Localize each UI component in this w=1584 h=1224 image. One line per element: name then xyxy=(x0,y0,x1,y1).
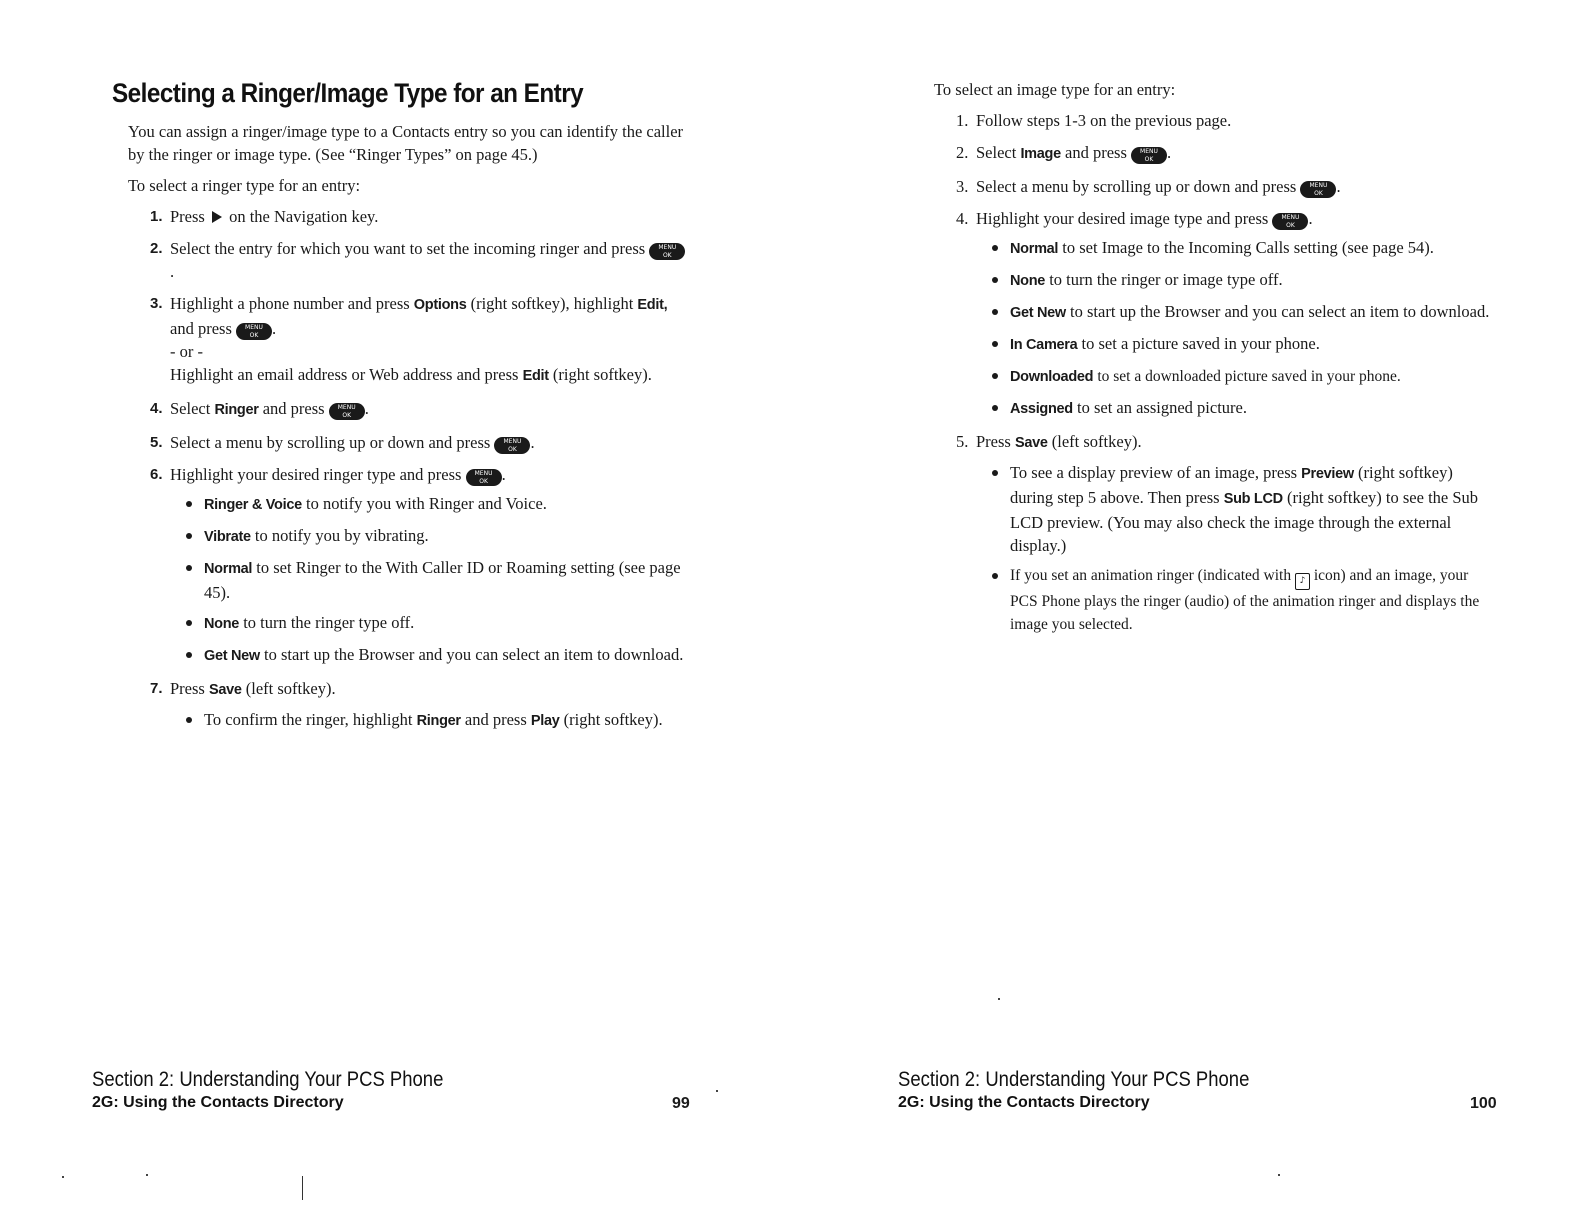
key-term: Downloaded xyxy=(1010,369,1094,385)
bullet-icon xyxy=(992,245,998,251)
key-term: Save xyxy=(1014,435,1048,451)
list-item-text: to notify you by vibrating. xyxy=(254,526,429,545)
list-item-text: to turn the ringer type off. xyxy=(243,613,415,632)
step-number: 7. xyxy=(150,680,163,697)
list-item-text: to notify you with Ringer and Voice. xyxy=(306,494,547,513)
step-text: Select a menu by scrolling up or down and press xyxy=(976,177,1297,196)
list-item-text: to turn the ringer or image type off. xyxy=(1049,270,1283,289)
page-footer xyxy=(898,1068,1297,1112)
step-number: 3. xyxy=(956,177,969,196)
list-item-text: to set a downloaded picture saved in your phone. xyxy=(1097,368,1401,385)
step-text: Highlight your desired ringer type and press xyxy=(170,465,462,484)
animation-ringer-icon: ♪ xyxy=(1295,573,1310,590)
list-item-text: to start up the Browser and you can select an item to download. xyxy=(1070,302,1490,321)
menu-ok-button-icon: MENU OK xyxy=(1272,213,1308,230)
key-term: Vibrate xyxy=(204,529,251,545)
bullet-icon xyxy=(992,309,998,315)
key-term: Ringer xyxy=(416,713,461,729)
list-item-text: (right softkey) during step 5 above. Then press xyxy=(1010,463,1453,507)
step-text: . xyxy=(530,433,535,452)
step-text: Press xyxy=(170,679,205,698)
list-item-text: to set an assigned picture. xyxy=(1077,398,1247,417)
step-item xyxy=(128,463,688,668)
step-text: . xyxy=(1166,143,1172,162)
bullet-icon xyxy=(186,652,192,658)
step-number: 6. xyxy=(150,466,163,483)
bullet-icon xyxy=(992,277,998,283)
step-number: 4. xyxy=(150,400,163,417)
step-item xyxy=(934,141,1494,166)
key-term: Save xyxy=(208,682,242,698)
key-term: Ringer xyxy=(214,402,259,418)
step-text: Select xyxy=(976,143,1017,162)
step-text: . xyxy=(1308,209,1313,228)
bullet-icon xyxy=(186,620,192,626)
scan-speck xyxy=(998,998,1000,1000)
footer-section-title: Section 2: Understanding Your PCS Phone xyxy=(898,1068,1250,1091)
image-lead: To select an image type for an entry: xyxy=(934,80,1176,99)
step-text: . xyxy=(1336,177,1341,196)
list-item xyxy=(976,461,1494,557)
step-item xyxy=(934,430,1494,636)
key-term: Assigned xyxy=(1010,401,1073,417)
step-text: Press xyxy=(976,432,1011,451)
list-item xyxy=(976,332,1494,357)
key-term: Options xyxy=(413,297,467,313)
list-item-text: to set a picture saved in your phone. xyxy=(1081,334,1320,353)
list-item xyxy=(170,611,688,636)
menu-ok-button-icon: MENU OK xyxy=(236,323,272,340)
bullet-icon xyxy=(992,341,998,347)
page-footer xyxy=(92,1068,491,1112)
step-text: . xyxy=(501,465,506,484)
bullet-icon xyxy=(992,373,998,379)
key-term: Normal xyxy=(1010,241,1059,257)
ringer-type-list xyxy=(170,492,688,668)
or-separator: - or - xyxy=(170,342,203,361)
step-text: Follow steps 1-3 on the previous page. xyxy=(976,111,1232,130)
list-item xyxy=(170,643,688,668)
step-item xyxy=(128,677,688,733)
menu-ok-button-icon: MENU OK xyxy=(466,469,502,486)
list-item xyxy=(976,364,1494,389)
bullet-icon xyxy=(186,533,192,539)
confirm-list xyxy=(170,708,688,733)
key-term: Normal xyxy=(204,561,253,577)
list-item-text: To confirm the ringer, highlight xyxy=(204,710,413,729)
step-number: 5. xyxy=(150,434,163,451)
step-text: on the Navigation key. xyxy=(229,207,379,226)
step-item xyxy=(128,237,688,283)
right-page xyxy=(792,0,1584,1224)
step-item xyxy=(128,431,688,454)
step-item xyxy=(128,292,688,388)
step-item xyxy=(934,175,1494,198)
image-type-list xyxy=(976,236,1494,421)
page-number: 100 xyxy=(1470,1095,1497,1112)
left-body xyxy=(128,120,688,742)
list-item-text: To see a display preview of an image, press xyxy=(1010,463,1298,482)
list-item-text: and press xyxy=(464,710,527,729)
menu-ok-button-icon: MENU OK xyxy=(329,403,365,420)
list-item-text: (right softkey) to see the Sub LCD preview. (You may also check the image through the external display.) xyxy=(1010,488,1479,555)
step-number: 1. xyxy=(150,208,163,225)
key-term: Edit, xyxy=(637,297,668,313)
key-term: Edit xyxy=(522,368,549,384)
step-text: and press xyxy=(170,319,232,338)
list-item xyxy=(170,708,688,733)
key-term: None xyxy=(1010,273,1046,289)
step-text: and press xyxy=(262,399,325,418)
scan-speck xyxy=(1278,1174,1280,1176)
key-term: Ringer & Voice xyxy=(204,497,302,513)
bullet-icon xyxy=(992,405,998,411)
list-item xyxy=(170,492,688,517)
list-item xyxy=(976,564,1494,636)
step-text: Press xyxy=(170,207,205,226)
step-item xyxy=(128,397,688,422)
key-term: Get New xyxy=(204,648,260,664)
bullet-icon xyxy=(186,565,192,571)
step-text: (right softkey). xyxy=(552,365,652,384)
step-text: . xyxy=(364,399,369,418)
menu-ok-button-icon: MENU OK xyxy=(494,437,530,454)
key-term: Get New xyxy=(1010,305,1066,321)
step-number: 5. xyxy=(956,432,969,451)
list-item xyxy=(170,524,688,549)
key-term: Image xyxy=(1020,146,1061,162)
list-item-text: (right softkey). xyxy=(563,710,663,729)
step-number: 3. xyxy=(150,295,163,312)
right-body xyxy=(934,78,1494,645)
step-number: 2. xyxy=(956,143,969,162)
footer-section-title: Section 2: Understanding Your PCS Phone xyxy=(92,1068,444,1091)
step-text: (left softkey). xyxy=(1051,432,1142,451)
step-text: Highlight your desired image type and press xyxy=(976,209,1269,228)
list-item xyxy=(976,300,1494,325)
key-term: In Camera xyxy=(1010,337,1078,353)
step-text: Highlight a phone number and press xyxy=(170,294,410,313)
step-item xyxy=(128,205,688,228)
key-term: Play xyxy=(530,713,560,729)
ringer-lead: To select a ringer type for an entry: xyxy=(128,176,361,195)
page-number: 99 xyxy=(672,1095,690,1112)
step-item xyxy=(934,109,1494,132)
step-text: Select the entry for which you want to set the incoming ringer and press xyxy=(170,239,646,258)
step-number: 2. xyxy=(150,240,163,257)
list-item-text: to set Image to the Incoming Calls setting (see page 54). xyxy=(1062,238,1434,257)
image-steps xyxy=(934,109,1494,636)
step-text: Select xyxy=(170,399,211,418)
step-text: . xyxy=(271,319,277,338)
key-term: None xyxy=(204,616,240,632)
page-title: Selecting a Ringer/Image Type for an Entry xyxy=(112,78,584,108)
list-item xyxy=(170,556,688,604)
step-text: Select a menu by scrolling up or down and press xyxy=(170,433,491,452)
right-arrow-icon xyxy=(212,211,222,223)
step-number: 4. xyxy=(956,209,969,228)
menu-ok-button-icon: MENU OK xyxy=(1131,147,1167,164)
step-text: and press xyxy=(1065,143,1127,162)
footer-subsection: 2G: Using the Contacts Directory xyxy=(92,1094,344,1111)
step-text: (right softkey), highlight xyxy=(470,294,634,313)
footer-subsection: 2G: Using the Contacts Directory xyxy=(898,1094,1150,1111)
list-item xyxy=(976,236,1494,261)
scan-speck xyxy=(716,1090,718,1092)
step-number: 1. xyxy=(956,111,969,130)
bullet-icon xyxy=(992,573,998,579)
step-text: . xyxy=(170,262,175,281)
bullet-icon xyxy=(186,717,192,723)
key-term: Preview xyxy=(1301,466,1354,482)
intro-paragraph: You can assign a ringer/image type to a Contacts entry so you can identify the caller by the ringer or image type. (See “Ringer Types” on page 45.) xyxy=(128,122,684,164)
step-text: (left softkey). xyxy=(245,679,336,698)
step-item xyxy=(934,207,1494,421)
menu-ok-button-icon: MENU OK xyxy=(649,243,685,260)
scan-speck xyxy=(62,1176,64,1178)
key-term: Sub LCD xyxy=(1223,491,1283,507)
bullet-icon xyxy=(992,470,998,476)
list-item xyxy=(976,396,1494,421)
save-notes-list xyxy=(976,461,1494,636)
list-item-text: to set Ringer to the With Caller ID or Roaming setting (see page 45). xyxy=(204,558,681,602)
list-item-text: icon) and an image, your PCS Phone plays the ringer (audio) of the animation ringer and displays the image you selected. xyxy=(1010,567,1480,633)
list-item-text: to start up the Browser and you can select an item to download. xyxy=(264,645,684,664)
menu-ok-button-icon: MENU OK xyxy=(1300,181,1336,198)
bullet-icon xyxy=(186,501,192,507)
step-text: Highlight an email address or Web address and press xyxy=(170,365,519,384)
scan-speck xyxy=(146,1174,148,1176)
list-item xyxy=(976,268,1494,293)
scan-mark xyxy=(302,1176,303,1200)
ringer-steps xyxy=(128,205,688,733)
list-item-text: If you set an animation ringer (indicated with xyxy=(1010,567,1292,584)
